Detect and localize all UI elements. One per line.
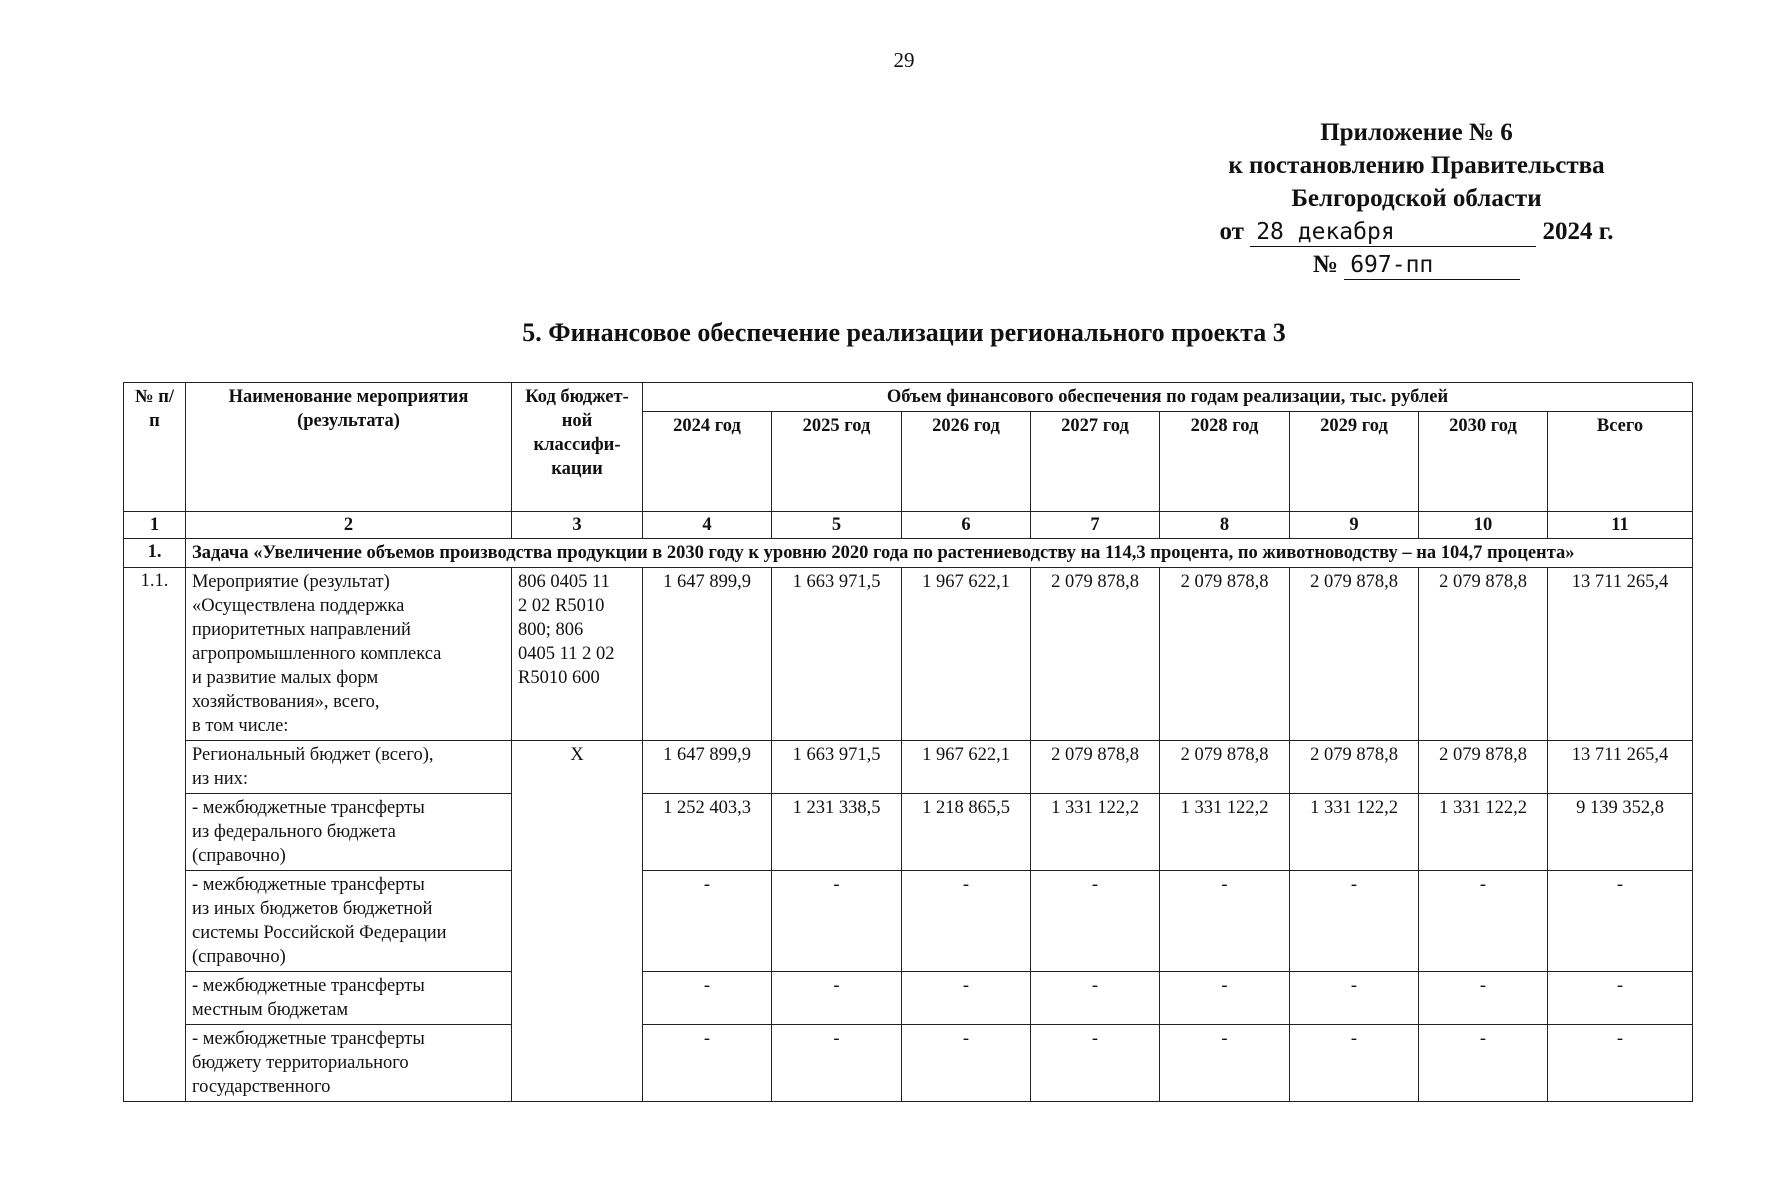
appendix-number-line	[1180, 248, 1653, 281]
budget-row-value: 1 252 403,3	[643, 794, 772, 871]
budget-row-name	[186, 794, 512, 871]
budget-row-value: -	[1160, 972, 1290, 1025]
budget-row-name-line: - межбюджетные трансферты	[192, 798, 425, 818]
header-row	[124, 383, 1693, 412]
budget-row-value: -	[643, 972, 772, 1025]
date-value: 28 декабря	[1250, 218, 1536, 247]
budget-row-name-line: - межбюджетные трансферты	[192, 1029, 425, 1049]
header-code: Код бюджет-ной классифи-кации	[512, 383, 643, 512]
column-number: 11	[1548, 512, 1693, 539]
header-year: 2029 год	[1290, 412, 1419, 512]
appendix-date-line	[1180, 215, 1653, 248]
budget-row	[124, 972, 1693, 1025]
measure-code-line: 806 0405 11	[518, 572, 610, 592]
budget-row-value: -	[772, 871, 902, 972]
budget-row	[124, 1025, 1693, 1102]
budget-row-value: -	[1419, 871, 1548, 972]
budget-row-value: -	[1290, 972, 1419, 1025]
budget-row-value: -	[1419, 972, 1548, 1025]
measure-value: 1 967 622,1	[902, 568, 1031, 741]
measure-value: 2 079 878,8	[1160, 568, 1290, 741]
budget-row-value: 1 967 622,1	[902, 741, 1031, 794]
budget-row-value: -	[1548, 972, 1693, 1025]
budget-row-name-line: из федерального бюджета	[192, 822, 396, 842]
measure-value: 13 711 265,4	[1548, 568, 1693, 741]
budget-row-value: 2 079 878,8	[1031, 741, 1160, 794]
header-num: № п/п	[124, 383, 186, 512]
budget-row-value: 13 711 265,4	[1548, 741, 1693, 794]
number-prefix: №	[1312, 251, 1338, 278]
budget-row-value: 1 331 122,2	[1160, 794, 1290, 871]
budget-row-name	[186, 972, 512, 1025]
appendix-line-region: Белгородской области	[1291, 185, 1542, 212]
budget-row-name-line: местным бюджетам	[192, 1000, 349, 1020]
measure-value: 1 663 971,5	[772, 568, 902, 741]
budget-row-value: -	[1160, 871, 1290, 972]
budget-row-name-line: - межбюджетные трансферты	[192, 976, 425, 996]
budget-row-value: -	[1419, 1025, 1548, 1102]
budget-row-value: 2 079 878,8	[1419, 741, 1548, 794]
budget-row-name	[186, 871, 512, 972]
budget-row-value: 1 231 338,5	[772, 794, 902, 871]
budget-row-value: 9 139 352,8	[1548, 794, 1693, 871]
measure-name-line: «Осуществлена поддержка	[192, 596, 405, 616]
budget-row-value: 2 079 878,8	[1290, 741, 1419, 794]
budget-row-name-line: из них:	[192, 769, 249, 789]
budget-row-name-line: - межбюджетные трансферты	[192, 875, 425, 895]
budget-row-value: -	[643, 871, 772, 972]
appendix-line-decree: к постановлению Правительства	[1228, 152, 1605, 179]
financing-table	[123, 382, 1693, 1102]
measure-name	[186, 568, 512, 741]
budget-row-value: -	[1160, 1025, 1290, 1102]
budget-row-value: -	[902, 1025, 1031, 1102]
measure-code-line: R5010 600	[518, 668, 600, 688]
budget-row-name-line: Региональный бюджет (всего),	[192, 745, 434, 765]
measure-value: 2 079 878,8	[1031, 568, 1160, 741]
budget-row	[124, 794, 1693, 871]
header-year: 2025 год	[772, 412, 902, 512]
budget-row-value: -	[1031, 871, 1160, 972]
header-year: 2030 год	[1419, 412, 1548, 512]
page-number: 29	[893, 48, 915, 72]
measure-name-line: Мероприятие (результат)	[192, 572, 390, 592]
task-row	[124, 539, 1693, 568]
header-name: Наименование мероприятия (результата)	[186, 383, 512, 512]
column-number: 2	[186, 512, 512, 539]
budget-row-name	[186, 1025, 512, 1102]
date-suffix: 2024 г.	[1542, 218, 1614, 245]
measure-name-line: хозяйствования», всего,	[192, 692, 380, 712]
measure-value: 2 079 878,8	[1290, 568, 1419, 741]
column-number: 7	[1031, 512, 1160, 539]
measure-row	[124, 568, 1693, 741]
budget-row	[124, 871, 1693, 972]
measure-name-line: агропромышленного комплекса	[192, 644, 442, 664]
budget-row-name-line: (справочно)	[192, 947, 286, 967]
task-num: 1.	[124, 539, 186, 568]
column-number: 9	[1290, 512, 1419, 539]
measure-num: 1.1.	[124, 568, 186, 1102]
budget-row-value: -	[772, 1025, 902, 1102]
appendix-header	[1180, 116, 1653, 281]
budget-row-value: -	[1290, 1025, 1419, 1102]
date-prefix: от	[1219, 218, 1244, 245]
measure-name-line: в том числе:	[192, 716, 289, 736]
measure-name-line: и развитие малых форм	[192, 668, 379, 688]
measure-code-line: 2 02 R5010	[518, 596, 605, 616]
budget-row-value: 1 331 122,2	[1419, 794, 1548, 871]
measure-value: 2 079 878,8	[1419, 568, 1548, 741]
budget-row-value: 2 079 878,8	[1160, 741, 1290, 794]
number-value: 697-пп	[1344, 251, 1520, 280]
measure-name-line: приоритетных направлений	[192, 620, 411, 640]
budget-row-value: -	[643, 1025, 772, 1102]
budget-row-value: -	[772, 972, 902, 1025]
column-number: 6	[902, 512, 1031, 539]
code-x-mark: Х	[512, 741, 643, 1102]
column-number: 3	[512, 512, 643, 539]
task-title: Задача «Увеличение объемов производства продукции в 2030 году к уровню 2020 года по растениеводству на 114,3 процента, по животноводству – на 104,7 процента»	[186, 539, 1693, 568]
column-numbers-row	[124, 512, 1693, 539]
appendix-title: Приложение № 6	[1320, 119, 1513, 146]
column-number: 1	[124, 512, 186, 539]
measure-code-line: 0405 11 2 02	[518, 644, 615, 664]
budget-row-value: -	[1031, 972, 1160, 1025]
budget-row	[124, 741, 1693, 794]
budget-row-value: -	[902, 972, 1031, 1025]
column-number: 8	[1160, 512, 1290, 539]
budget-row-value: -	[1548, 871, 1693, 972]
budget-row-value: -	[1548, 1025, 1693, 1102]
header-year: 2028 год	[1160, 412, 1290, 512]
budget-row-name	[186, 741, 512, 794]
measure-code	[512, 568, 643, 741]
header-year: 2027 год	[1031, 412, 1160, 512]
budget-row-value: 1 218 865,5	[902, 794, 1031, 871]
header-year: Всего	[1548, 412, 1693, 512]
budget-row-value: -	[1290, 871, 1419, 972]
budget-row-name-line: (справочно)	[192, 846, 286, 866]
header-volume: Объем финансового обеспечения по годам реализации, тыс. рублей	[643, 383, 1693, 412]
budget-row-value: 1 663 971,5	[772, 741, 902, 794]
budget-row-value: 1 647 899,9	[643, 741, 772, 794]
budget-row-name-line: бюджету территориального	[192, 1053, 409, 1073]
measure-code-line: 800; 806	[518, 620, 584, 640]
column-number: 5	[772, 512, 902, 539]
budget-row-name-line: государственного	[192, 1077, 331, 1097]
section-title: 5. Финансовое обеспечение реализации регионального проекта 3	[522, 318, 1286, 347]
budget-row-name-line: из иных бюджетов бюджетной	[192, 899, 433, 919]
budget-row-value: -	[1031, 1025, 1160, 1102]
header-year: 2026 год	[902, 412, 1031, 512]
budget-row-value: 1 331 122,2	[1290, 794, 1419, 871]
column-number: 10	[1419, 512, 1548, 539]
column-number: 4	[643, 512, 772, 539]
header-year: 2024 год	[643, 412, 772, 512]
budget-row-name-line: системы Российской Федерации	[192, 923, 447, 943]
budget-row-value: 1 331 122,2	[1031, 794, 1160, 871]
measure-value: 1 647 899,9	[643, 568, 772, 741]
budget-row-value: -	[902, 871, 1031, 972]
